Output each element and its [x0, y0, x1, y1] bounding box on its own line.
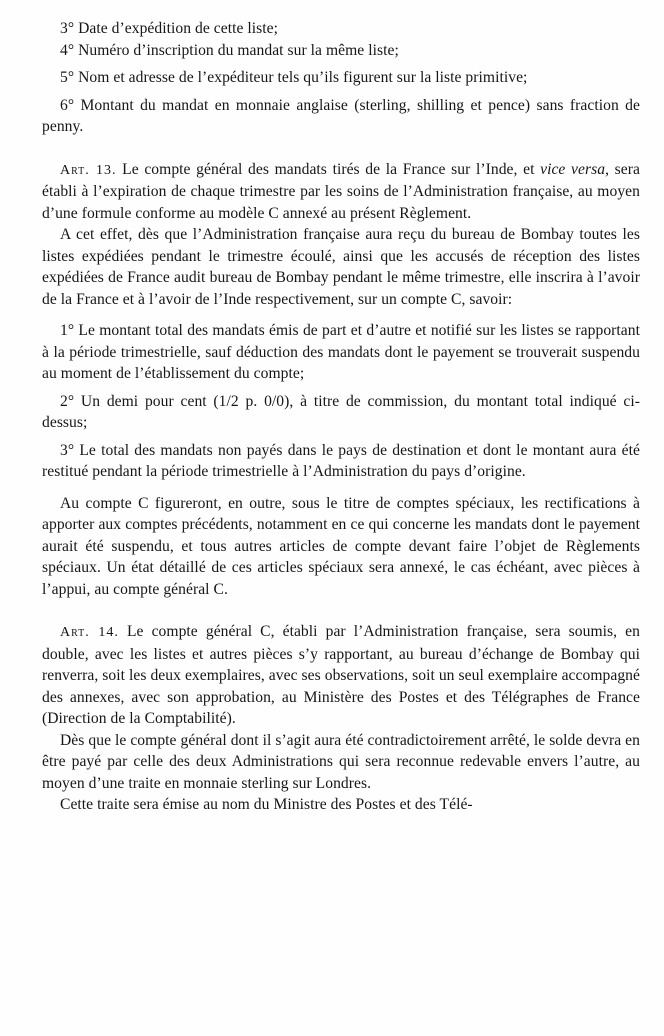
list-item-6: 6° Montant du mandat en monnaie anglaise (sterling, shilling et pence) sans fraction de penny.: [42, 96, 640, 135]
article-14-paragraph-3: Cette traite sera émise au nom du Ministre des Postes et des Télé-: [60, 796, 473, 813]
article-14-label: Art. 14.: [60, 625, 119, 640]
article-13-text-before: Le compte général des mandats tirés de la France sur l’Inde, et: [116, 160, 541, 178]
article-13-item-1: 1° Le montant total des mandats émis de part et d’autre et notifié sur les listes se rapportant à la période trimestrielle, sauf déduction des mandats dont le payement se trouverait suspendu au moment de l’établissement du compte;: [42, 322, 640, 382]
article-13-text-after: , sera établi à l’expiration de chaque trimestre par les soins de l’Administration française, au moyen d’une formule conforme au modèle C annexé au présent Règlement.: [42, 160, 640, 222]
article-14-paragraph: [42, 621, 640, 730]
list-item-5: 5° Nom et adresse de l’expéditeur tels qu’ils figurent sur la liste primitive;: [60, 69, 528, 86]
article-14-paragraph-2: Dès que le compte général dont il s’agit aura été contradictoirement arrêté, le solde devra en être payé par celle des deux Administrations qui sera reconnue redevable envers l’autre, au moyen d’une traite en monnaie sterling sur Londres.: [42, 731, 640, 792]
article-14-text: Le compte général C, établi par l’Administration française, sera soumis, en double, avec les listes et autres pièces s’y rapportant, au bureau d’échange de Bombay qui renverra, soit les deux exemplaires, avec ses observations, soit un seul exemplaire accompagné des annexes, avec son approbation, au Ministère des Postes et des Télégraphes de France (Direction de la Comptabilité).: [42, 623, 640, 727]
list-item-3: 3° Date d’expédition de cette liste;: [60, 20, 279, 37]
article-13-item-2: 2° Un demi pour cent (1/2 p. 0/0), à titre de commission, du montant total indiqué ci-dessus;: [42, 392, 640, 431]
article-13-paragraph-3: Au compte C figureront, en outre, sous le titre de comptes spéciaux, les rectifications à apporter aux comptes précédents, notamment en ce qui concerne les mandats dont le payement aurait été suspendu, et tous autres articles de compte devant faire l’objet de Règlements spéciaux. Un état détaillé de ces articles spéciaux sera annexé, le cas échéant, avec pièces à l’appui, au compte général C.: [42, 494, 640, 598]
list-item-4: 4° Numéro d’inscription du mandat sur la même liste;: [60, 41, 399, 59]
article-13-text-italic: vice versa: [540, 160, 606, 178]
article-13-item-3: 3° Le total des mandats non payés dans le pays de destination et dont le montant aura été restitué pendant la période trimestrielle à l’Administration du pays d’origine.: [42, 441, 640, 480]
text-column: [42, 18, 640, 816]
article-13-paragraph: [42, 159, 640, 225]
article-13-paragraph-2: A cet effet, dès que l’Administration française aura reçu du bureau de Bombay toutes les listes expédiées pendant le trimestre écoulé, ainsi que les accusés de réception des listes expédiées de France audit bureau de Bombay pendant le même trimestre, elle inscrira à l’avoir de la France et à l’avoir de l’Inde respectivement, sur un compte C, savoir:: [42, 226, 640, 308]
article-13-label: Art. 13.: [60, 162, 117, 178]
